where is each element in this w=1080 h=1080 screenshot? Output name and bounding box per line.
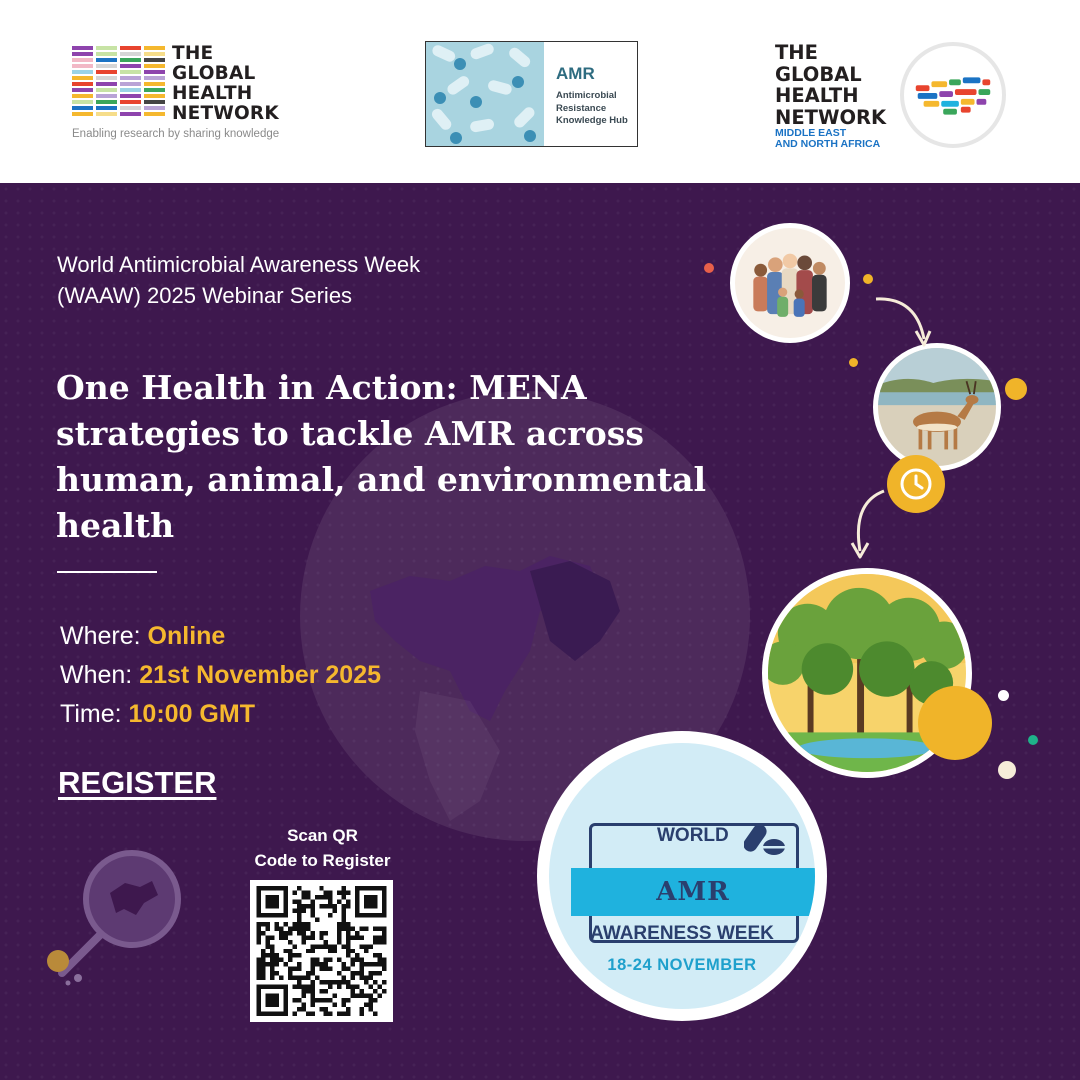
- series-line-1: World Antimicrobial Awareness Week: [57, 252, 421, 277]
- animal-illustration: [873, 343, 1001, 471]
- logo-word: HEALTH: [172, 83, 253, 104]
- qr-caption: [250, 823, 395, 873]
- event-where: [60, 622, 225, 651]
- logo-word: NETWORK: [172, 103, 279, 124]
- where-label: Where:: [60, 622, 148, 650]
- decor-dot: [704, 263, 714, 273]
- people-icon: [735, 228, 845, 338]
- logo-words: [172, 44, 279, 124]
- people-illustration: [730, 223, 850, 343]
- logo-tagline: Enabling research by sharing knowledge: [72, 128, 280, 140]
- time-value: 10:00 GMT: [128, 700, 255, 728]
- magnifier-globe-icon: [40, 843, 200, 993]
- qr-caption-line-2: Code to Register: [254, 851, 391, 870]
- event-poster: [0, 183, 1080, 1080]
- world-amr-awareness-week-badge: [537, 731, 827, 1021]
- decor-dot: [998, 761, 1016, 779]
- decor-dot: [863, 274, 873, 284]
- decor-dot: [998, 690, 1009, 701]
- decor-dot: [918, 686, 992, 760]
- decor-dot: [1005, 378, 1027, 400]
- badge-amr: AMR: [571, 868, 815, 916]
- global-health-network-logo: [72, 44, 292, 144]
- mena-logo-words: [775, 42, 886, 128]
- amr-logo-title: AMR: [556, 64, 595, 83]
- logo-word: GLOBAL: [775, 62, 862, 86]
- webinar-series-label: [57, 249, 420, 311]
- header-banner: [0, 0, 1080, 183]
- badge-awareness-week: AWARENESS WEEK: [590, 923, 774, 944]
- mena-region-label: [775, 128, 880, 150]
- logo-word: THE: [775, 41, 818, 64]
- gazelle-icon: [878, 348, 996, 466]
- series-line-2: (WAAW) 2025 Webinar Series: [57, 283, 353, 308]
- time-label: Time:: [60, 700, 129, 728]
- event-when: [60, 661, 381, 690]
- pill-icon: [744, 819, 788, 859]
- decor-dot: [849, 358, 858, 367]
- qr-code-graphic: [256, 886, 387, 1016]
- pills-pattern-icon: [426, 42, 544, 146]
- qr-code[interactable]: [250, 880, 393, 1022]
- amr-subtitle-line: Antimicrobial: [556, 90, 617, 101]
- region-line: MIDDLE EAST: [775, 127, 847, 139]
- title-divider: [57, 571, 157, 573]
- where-value: Online: [147, 622, 226, 650]
- logo-word: GLOBAL: [172, 63, 256, 84]
- register-link[interactable]: REGISTER: [58, 765, 217, 800]
- amr-subtitle-line: Knowledge Hub: [556, 115, 628, 126]
- amr-subtitle-line: Resistance: [556, 102, 607, 114]
- logo-word: HEALTH: [775, 84, 859, 107]
- when-label: When:: [60, 661, 140, 689]
- stripe-grid-icon: [72, 46, 168, 118]
- logo-word: NETWORK: [775, 105, 887, 129]
- mena-map-icon: [900, 42, 1006, 148]
- region-line: AND NORTH AFRICA: [775, 138, 881, 150]
- event-title: One Health in Action: MENA strategies to tackle AMR across human, animal, and environmental health: [56, 368, 707, 545]
- when-value: 21st November 2025: [139, 661, 382, 689]
- amr-knowledge-hub-logo: [425, 41, 638, 147]
- global-health-network-mena-logo: [775, 42, 1010, 152]
- arrow-icon: [860, 291, 940, 361]
- badge-world: WORLD: [657, 825, 729, 846]
- badge-dates: 18-24 NOVEMBER: [607, 956, 757, 974]
- event-time: [60, 700, 255, 729]
- badge-inner: [549, 743, 815, 1009]
- amr-logo-subtitle: [556, 90, 628, 128]
- logo-word: THE: [172, 43, 214, 64]
- arrow-icon: [840, 483, 900, 563]
- qr-caption-line-1: Scan QR: [287, 826, 358, 845]
- decor-dot: [1028, 735, 1038, 745]
